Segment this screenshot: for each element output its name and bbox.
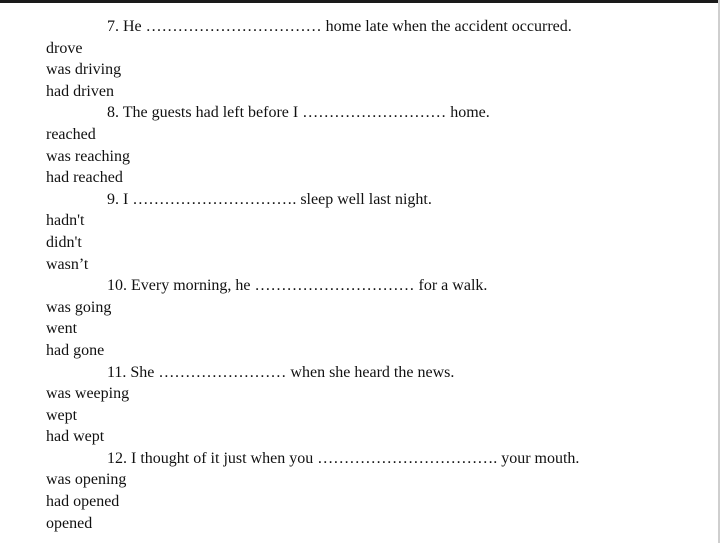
answer-option[interactable]: had driven bbox=[46, 82, 114, 100]
question-8 bbox=[0, 102, 720, 188]
answer-option[interactable]: had gone bbox=[46, 341, 105, 359]
question-stem: 11. She …………………… when she heard the news. bbox=[107, 363, 455, 381]
answer-option[interactable]: didn't bbox=[46, 233, 82, 251]
answer-option[interactable]: reached bbox=[46, 125, 96, 143]
answer-option[interactable]: wasn’t bbox=[46, 255, 89, 273]
answer-option[interactable]: had wept bbox=[46, 428, 105, 446]
top-border bbox=[0, 0, 720, 3]
answer-option[interactable]: had reached bbox=[46, 169, 123, 187]
answer-option[interactable]: was reaching bbox=[46, 147, 130, 165]
answer-option[interactable]: went bbox=[46, 320, 78, 338]
question-12 bbox=[0, 448, 720, 534]
answer-option[interactable]: had opened bbox=[46, 493, 120, 511]
answer-option[interactable]: wept bbox=[46, 406, 78, 424]
question-9 bbox=[0, 189, 720, 275]
worksheet bbox=[0, 16, 720, 534]
answer-option[interactable]: opened bbox=[46, 514, 93, 532]
question-10 bbox=[0, 275, 720, 361]
question-7 bbox=[0, 16, 720, 102]
answer-option[interactable]: was going bbox=[46, 298, 112, 316]
question-stem: 10. Every morning, he ………………………… for a walk. bbox=[107, 277, 488, 295]
answer-option[interactable]: hadn't bbox=[46, 212, 85, 230]
question-stem: 8. The guests had left before I ……………………… home. bbox=[107, 104, 490, 122]
question-stem: 12. I thought of it just when you ……………………………. your mouth. bbox=[107, 449, 580, 467]
answer-option[interactable]: drove bbox=[46, 39, 83, 57]
question-stem: 7. He …………………………… home late when the accident occurred. bbox=[107, 18, 572, 35]
answer-option[interactable]: was driving bbox=[46, 61, 122, 79]
question-11 bbox=[0, 362, 720, 448]
question-stem: 9. I …………………………. sleep well last night. bbox=[107, 190, 432, 208]
answer-option[interactable]: was weeping bbox=[46, 385, 130, 403]
answer-option[interactable]: was opening bbox=[46, 471, 127, 489]
